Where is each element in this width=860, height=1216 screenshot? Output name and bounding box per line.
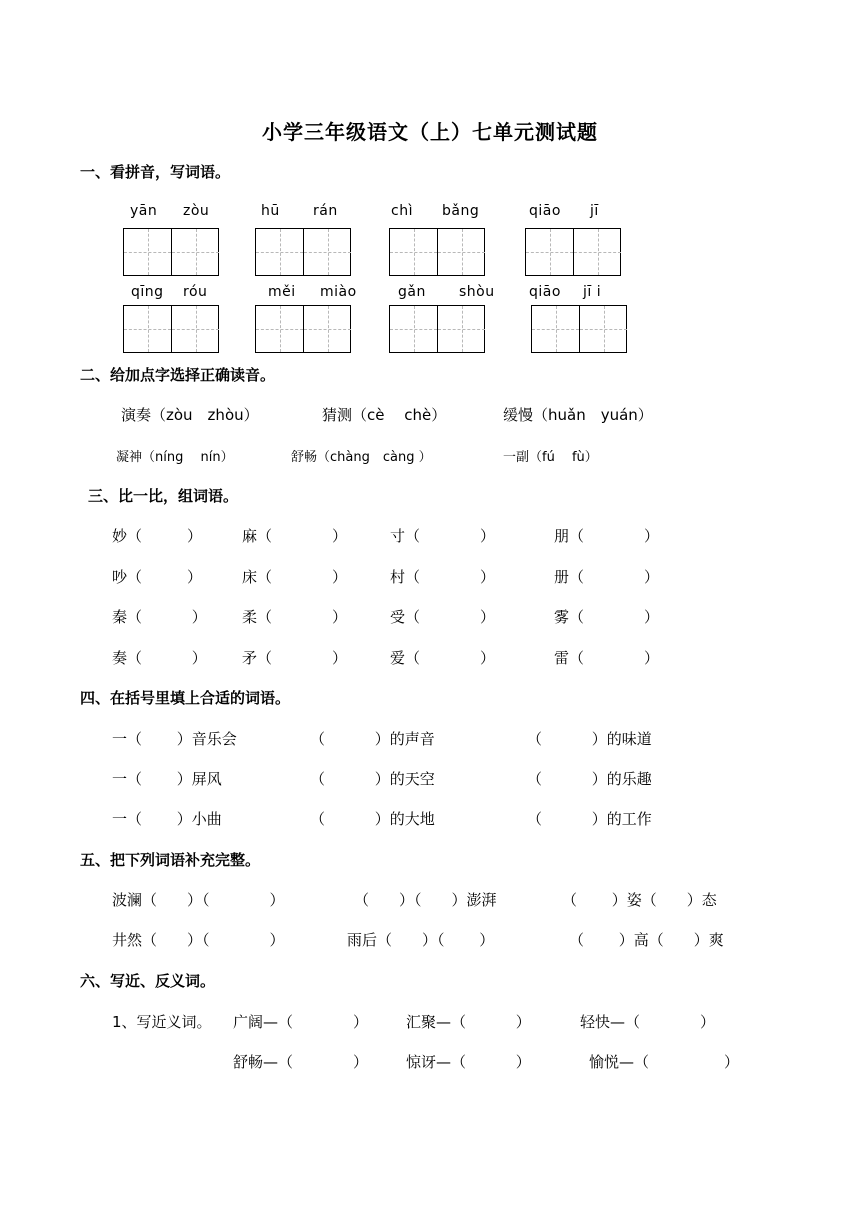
compare-item: 妙（ ） [112,527,203,545]
section-1-heading: 一、看拼音，写词语。 [80,163,231,181]
pinyin: gǎn [398,284,426,300]
writing-grid[interactable] [123,228,219,276]
fill-item: 一（ ）小曲 [112,810,222,828]
pinyin: qiāo [529,203,561,219]
writing-grid[interactable] [255,228,351,276]
compare-item: 寸（ ） [390,527,496,545]
compare-item: 村（ ） [390,568,496,586]
compare-item: 爱（ ） [390,649,496,667]
synonym-item: 惊讶—（ ） [406,1053,531,1071]
compare-item: 柔（ ） [242,608,348,626]
writing-grid[interactable] [389,228,485,276]
pinyin: chì [391,203,413,219]
synonym-item: 轻快—（ ） [580,1013,716,1031]
reading-item: 凝神（níng nín） [116,450,234,465]
compare-item: 矛（ ） [242,649,348,667]
pinyin: jī i [583,284,602,300]
writing-grid[interactable] [531,305,627,353]
compare-item: 秦（ ） [112,608,207,626]
pinyin: zòu [183,203,210,219]
synonym-item: 舒畅—（ ） [233,1053,369,1071]
pinyin: bǎng [442,203,480,219]
reading-item: 猜测（cè chè） [322,406,447,424]
compare-item: 受（ ） [390,608,496,626]
section-5-heading: 五、把下列词语补充完整。 [80,851,261,869]
synonym-label: 1、写近义词。 [112,1013,212,1031]
pinyin: jī [590,203,599,219]
fill-item: （ ）的乐趣 [527,770,652,788]
pinyin: hū [261,203,280,219]
pinyin: shòu [459,284,495,300]
fill-item: （ ）的大地 [310,810,435,828]
reading-item: 缓慢（huǎn yuán） [503,406,653,424]
compare-item: 麻（ ） [242,527,348,545]
synonym-item: 汇聚—（ ） [406,1013,531,1031]
complete-item: （ ）高（ ）爽 [569,931,724,949]
section-4-heading: 四、在括号里填上合适的词语。 [80,689,291,707]
complete-item: 波澜（ ）（ ） [112,891,285,909]
complete-item: 雨后（ ）（ ） [347,931,495,949]
fill-item: 一（ ）屏风 [112,770,222,788]
page-title: 小学三年级语文（上）七单元测试题 [262,120,598,144]
writing-grid[interactable] [123,305,219,353]
complete-item: （ ）姿（ ）态 [562,891,717,909]
compare-item: 雾（ ） [554,608,660,626]
pinyin: qīng [131,284,164,300]
pinyin: yān [130,203,158,219]
section-3-heading: 三、比一比，组词语。 [88,487,239,505]
writing-grid[interactable] [525,228,621,276]
synonym-item: 愉悦—（ ） [589,1053,740,1071]
pinyin: měi [268,284,296,300]
synonym-item: 广阔—（ ） [233,1013,369,1031]
pinyin: rán [313,203,338,219]
pinyin: róu [183,284,208,300]
compare-item: 奏（ ） [112,649,207,667]
reading-item: 演奏（zòu zhòu） [121,406,259,424]
pinyin: qiāo [529,284,561,300]
compare-item: 雷（ ） [554,649,660,667]
complete-item: 井然（ ）（ ） [112,931,285,949]
complete-item: （ ）（ ）澎湃 [354,891,497,909]
section-2-heading: 二、给加点字选择正确读音。 [80,366,276,384]
fill-item: （ ）的天空 [310,770,435,788]
section-6-heading: 六、写近、反义词。 [80,972,216,990]
reading-item: 一副（fú fù） [503,450,598,465]
pinyin: miào [320,284,357,300]
writing-grid[interactable] [255,305,351,353]
fill-item: （ ）的声音 [310,730,435,748]
fill-item: 一（ ）音乐会 [112,730,237,748]
reading-item: 舒畅（chàng càng ） [291,450,432,465]
fill-item: （ ）的工作 [527,810,652,828]
compare-item: 册（ ） [554,568,660,586]
compare-item: 吵（ ） [112,568,203,586]
compare-item: 朋（ ） [554,527,660,545]
compare-item: 床（ ） [242,568,348,586]
fill-item: （ ）的味道 [527,730,652,748]
writing-grid[interactable] [389,305,485,353]
